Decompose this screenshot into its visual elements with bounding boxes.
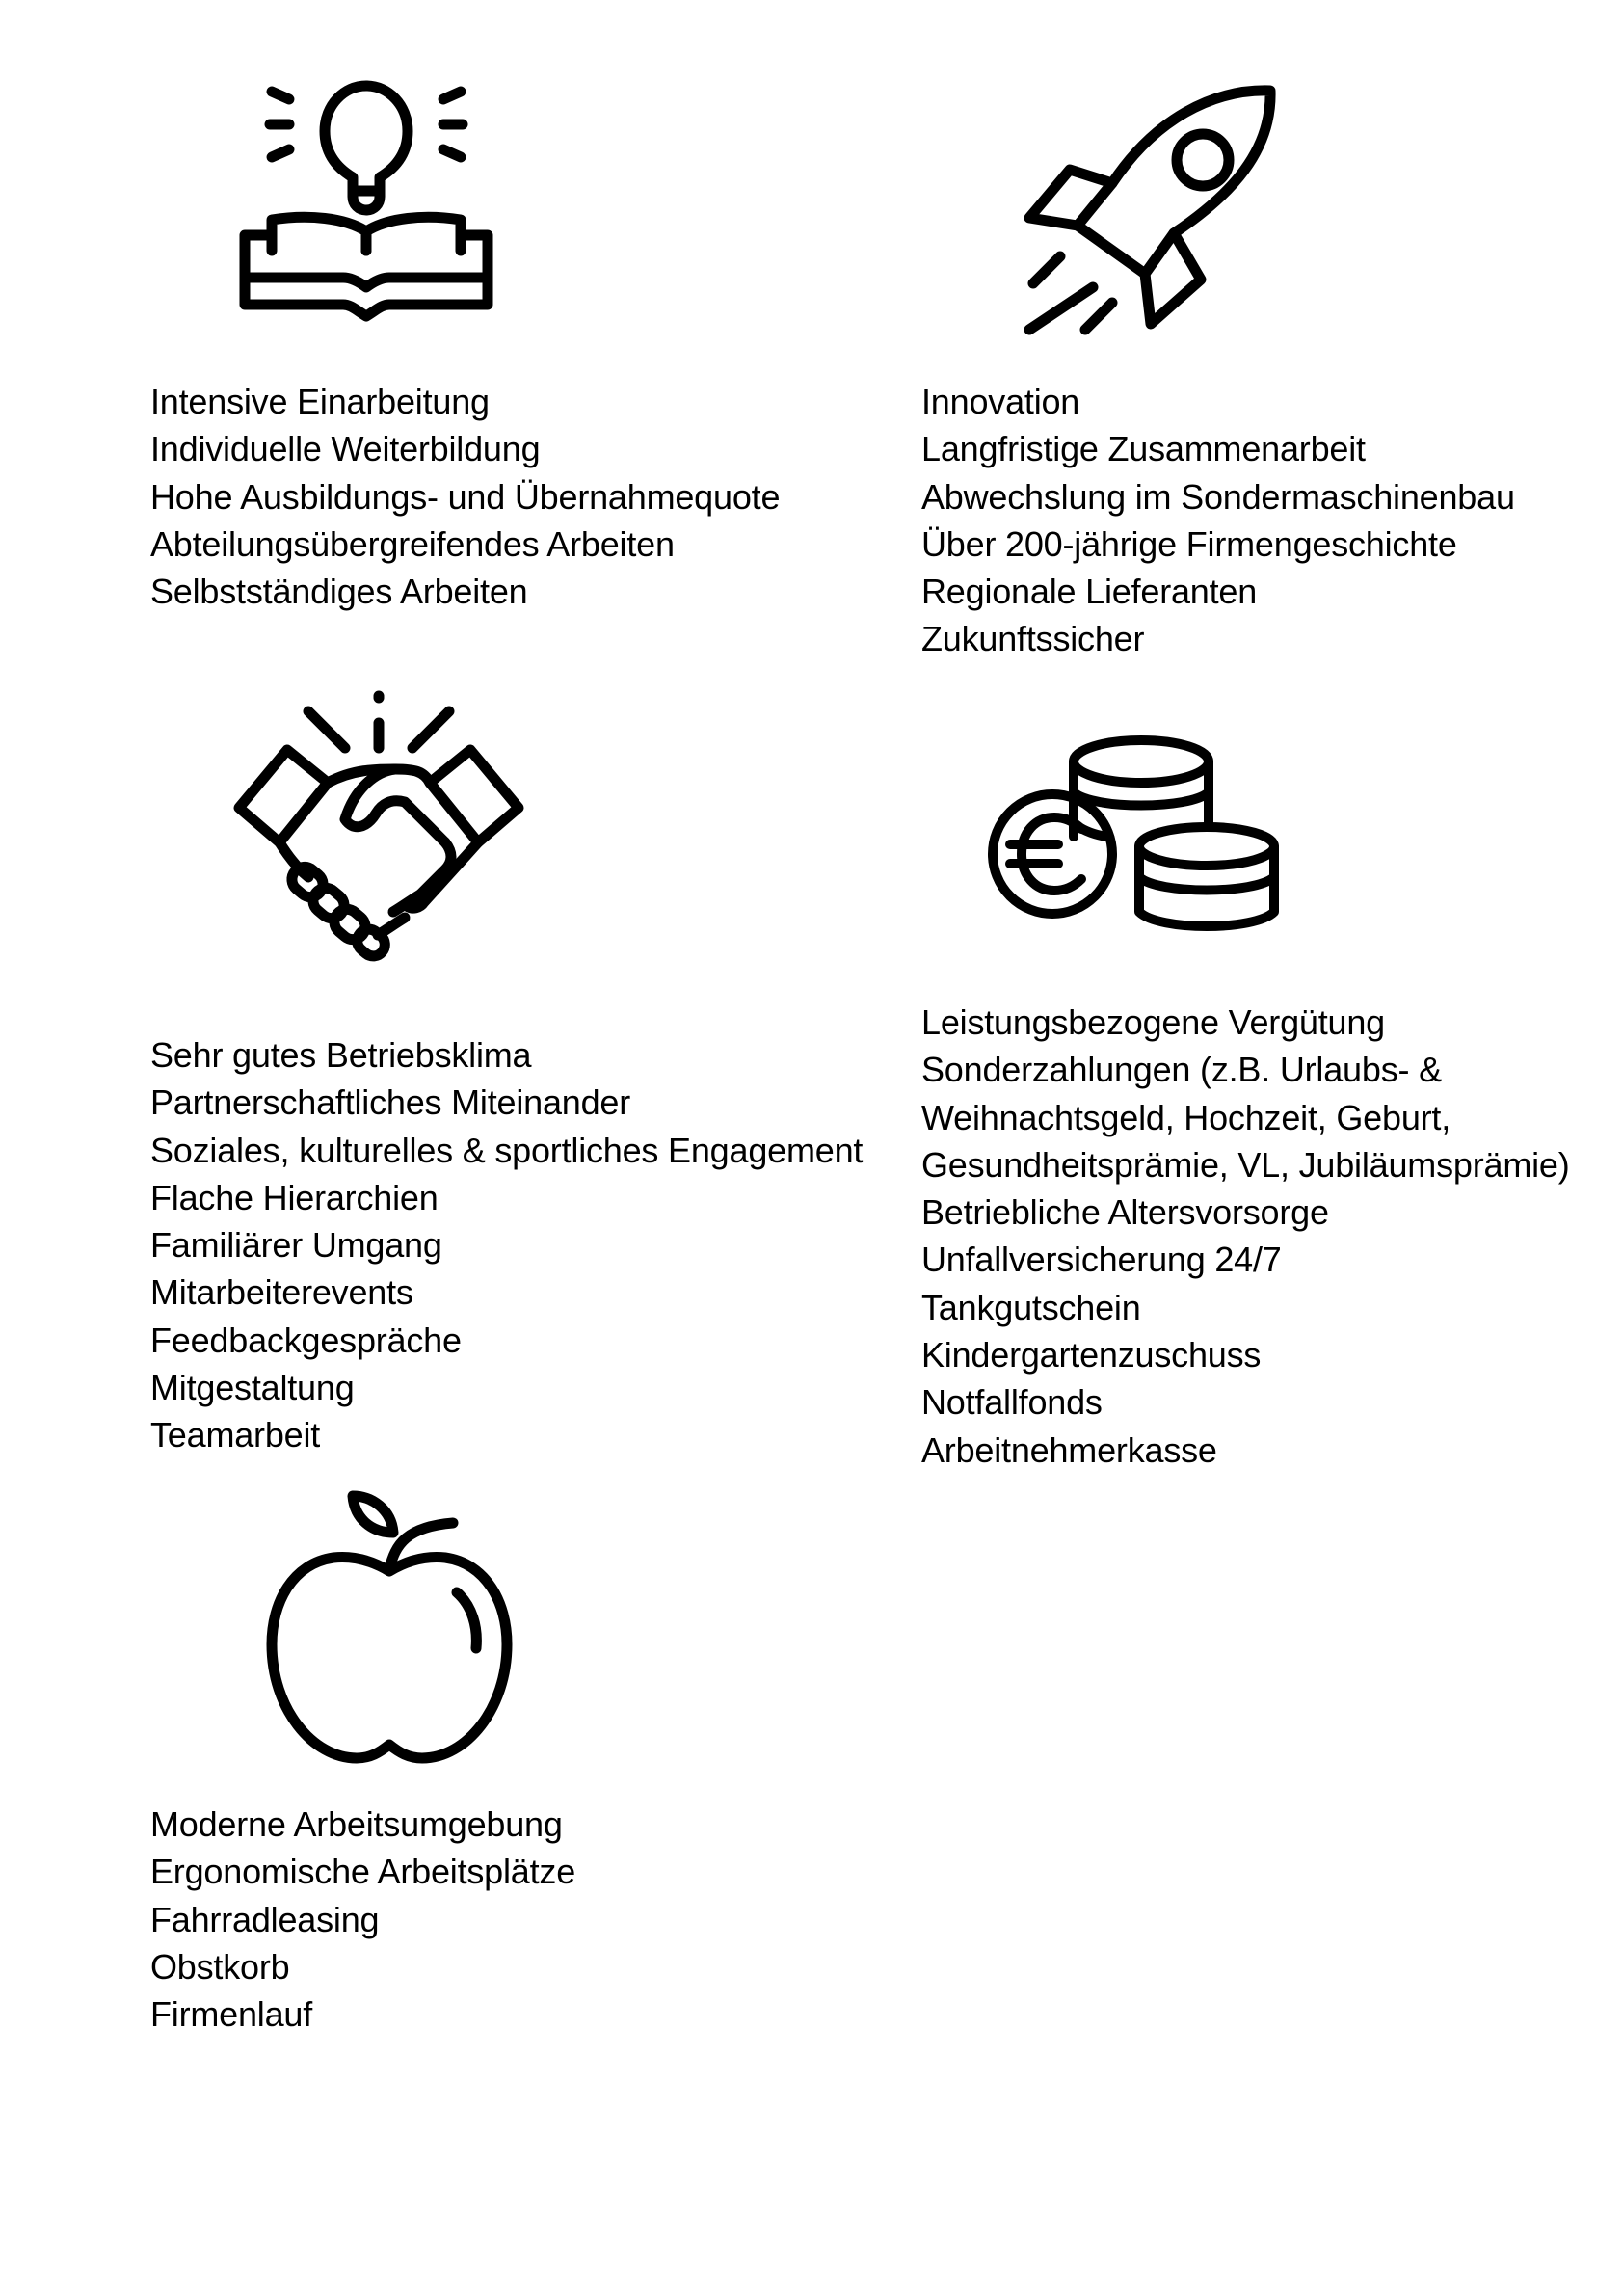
lightbulb-book-icon xyxy=(231,75,501,345)
list-item: Sehr gutes Betriebsklima xyxy=(150,1035,532,1075)
list-item: Leistungsbezogene Vergütung xyxy=(921,1002,1386,1042)
list-item: Arbeitnehmerkasse xyxy=(921,1429,1217,1470)
benefits-list-development xyxy=(150,378,780,615)
list-item: Zukunftssicher xyxy=(921,619,1145,659)
list-item: Mitgestaltung xyxy=(150,1368,355,1408)
list-item: Partnerschaftliches Miteinander xyxy=(150,1082,631,1123)
list-item: Intensive Einarbeitung xyxy=(150,382,490,421)
list-item: Moderne Arbeitsumgebung xyxy=(150,1804,563,1844)
list-item: Firmenlauf xyxy=(150,1994,313,2035)
list-item: Weihnachtsgeld, Hochzeit, Geburt, xyxy=(921,1097,1451,1137)
list-item: Notfallfonds xyxy=(921,1382,1103,1423)
list-item: Sonderzahlungen (z.B. Urlaubs- & xyxy=(921,1050,1442,1090)
list-item: Hohe Ausbildungs- und Übernahmequote xyxy=(150,476,781,517)
list-item: Innovation xyxy=(921,382,1080,421)
list-item: Unfallversicherung 24/7 xyxy=(921,1240,1282,1280)
apple-icon xyxy=(264,1486,517,1766)
rocket-icon xyxy=(1020,81,1290,341)
benefits-list-workplace xyxy=(150,1801,575,2038)
list-item: Tankgutschein xyxy=(921,1287,1141,1327)
benefits-list-compensation xyxy=(921,999,1570,1474)
benefits-list-company xyxy=(921,378,1515,663)
handshake-icon xyxy=(231,688,526,977)
list-item: Ergonomische Arbeitsplätze xyxy=(150,1852,576,1892)
benefits-list-culture xyxy=(150,1031,863,1459)
list-item: Teamarbeit xyxy=(150,1415,321,1455)
list-item: Mitarbeiterevents xyxy=(150,1272,413,1313)
euro-coins-icon xyxy=(987,733,1284,937)
list-item: Abteilungsübergreifendes Arbeiten xyxy=(150,523,675,564)
list-item: Familiärer Umgang xyxy=(150,1225,442,1266)
list-item: Langfristige Zusammenarbeit xyxy=(921,429,1366,469)
list-item: Regionale Lieferanten xyxy=(921,572,1258,612)
list-item: Feedbackgespräche xyxy=(150,1320,462,1360)
list-item: Betriebliche Altersvorsorge xyxy=(921,1192,1329,1233)
list-item: Flache Hierarchien xyxy=(150,1177,439,1217)
list-item: Über 200-jährige Firmengeschichte xyxy=(921,523,1457,564)
list-item: Selbstständiges Arbeiten xyxy=(150,572,528,612)
list-item: Fahrradleasing xyxy=(150,1899,380,1939)
list-item: Soziales, kulturelles & sportliches Engagement xyxy=(150,1130,864,1170)
list-item: Obstkorb xyxy=(150,1946,290,1987)
list-item: Kindergartenzuschuss xyxy=(921,1335,1262,1375)
list-item: Individuelle Weiterbildung xyxy=(150,429,541,469)
list-item: Abwechslung im Sondermaschinenbau xyxy=(921,476,1515,517)
list-item: Gesundheitsprämie, VL, Jubiläumsprämie) xyxy=(921,1144,1570,1185)
